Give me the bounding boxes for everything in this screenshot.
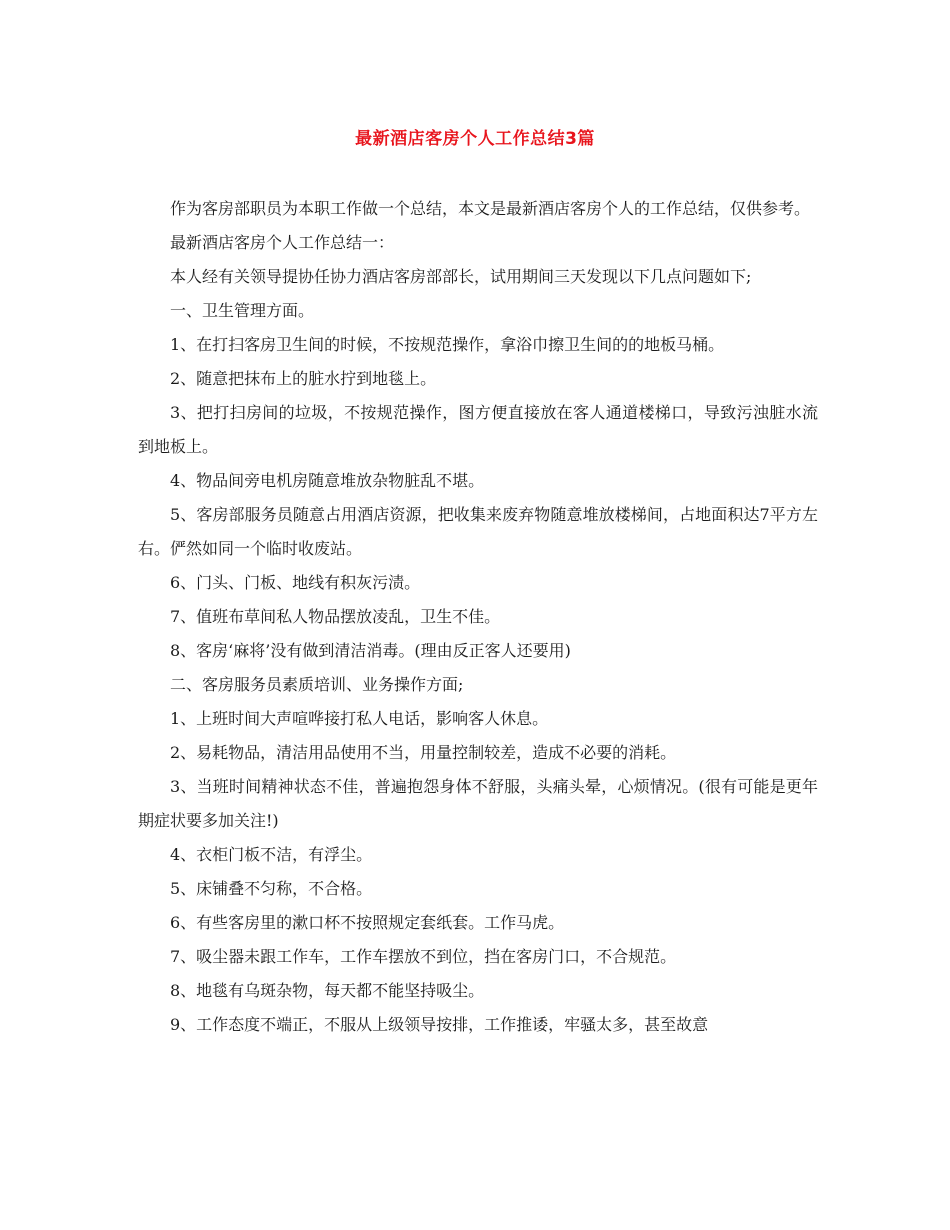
document-title: 最新酒店客房个人工作总结3篇: [355, 129, 595, 149]
paragraph: 6、门头、门板、地线有积灰污渍。: [170, 573, 421, 592]
document-body: [138, 192, 818, 1042]
paragraph: 8、地毯有乌斑杂物，每天都不能坚持吸尘。: [170, 981, 485, 1000]
paragraph: 1、在打扫客房卫生间的时候，不按规范操作，拿浴巾擦卫生间的的地板马桶。: [170, 335, 725, 354]
paragraph: 二、客房服务员素质培训、业务操作方面;: [170, 675, 464, 694]
paragraph: 1、上班时间大声喧哗接打私人电话，影响客人休息。: [170, 709, 549, 728]
paragraph: 2、易耗物品，清洁用品使用不当，用量控制较差，造成不必要的消耗。: [170, 743, 677, 762]
paragraph: 5、客房部服务员随意占用酒店资源，把收集来废弃物随意堆放楼梯间，占地面积达7平方左右。俨然如同一个临时收废站。: [138, 505, 818, 558]
paragraph: 9、工作态度不端正，不服从上级领导按排，工作推诿，牢骚太多，甚至故意: [170, 1015, 709, 1034]
paragraph: 一、卫生管理方面。: [170, 301, 315, 320]
paragraph: 6、有些客房里的漱口杯不按照规定套纸套。工作马虎。: [170, 913, 565, 932]
paragraph: 8、客房‘麻将’没有做到清洁消毒。(理由反正客人还要用): [170, 641, 571, 660]
paragraph: 本人经有关领导提协任协力酒店客房部部长，试用期间三天发现以下几点问题如下;: [170, 267, 752, 286]
paragraph: 7、吸尘器未跟工作车，工作车摆放不到位，挡在客房门口，不合规范。: [170, 947, 677, 966]
paragraph: 4、衣柜门板不洁，有浮尘。: [170, 845, 373, 864]
paragraph: 作为客房部职员为本职工作做一个总结，本文是最新酒店客房个人的工作总结，仅供参考。: [170, 199, 811, 218]
paragraph: 2、随意把抹布上的脏水拧到地毯上。: [170, 369, 437, 388]
paragraph: 7、值班布草间私人物品摆放凌乱，卫生不佳。: [170, 607, 501, 626]
paragraph: 最新酒店客房个人工作总结一：: [170, 233, 395, 252]
paragraph: 3、把打扫房间的垃圾，不按规范操作，图方便直接放在客人通道楼梯口，导致污浊脏水流到地板上。: [138, 403, 818, 456]
paragraph: 3、当班时间精神状态不佳，普遍抱怨身体不舒服，头痛头晕，心烦情况。(很有可能是更年期症状要多加关注!): [138, 777, 818, 830]
paragraph: 4、物品间旁电机房随意堆放杂物脏乱不堪。: [170, 471, 485, 490]
paragraph: 5、床铺叠不匀称，不合格。: [170, 879, 373, 898]
